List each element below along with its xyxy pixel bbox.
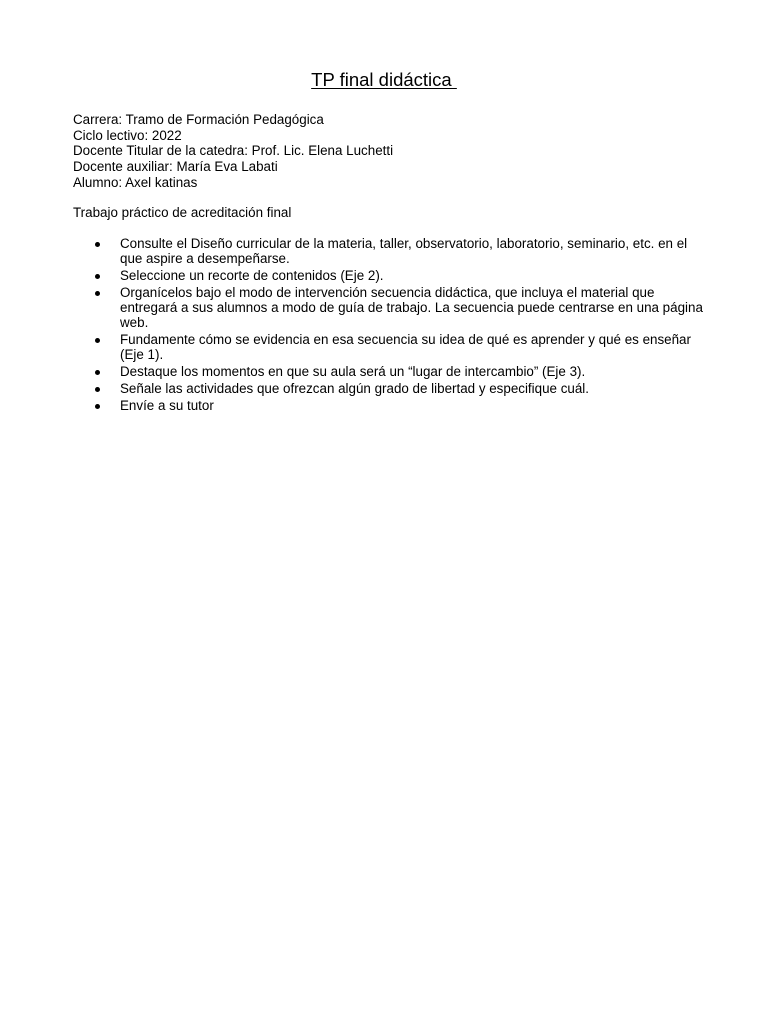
lead-teacher-line: Docente Titular de la catedra: Prof. Lic. Elena Luchetti — [73, 143, 394, 159]
assistant-teacher-line: Docente auxiliar: María Eva Labati — [73, 159, 278, 175]
list-item-text: Señale las actividades que ofrezcan algún grado de libertad y especifique cuál. — [120, 381, 589, 397]
list-item-text: Destaque los momentos en que su aula será un “lugar de intercambio” (Eje 3). — [120, 363, 586, 379]
list-item — [73, 399, 713, 414]
assignment-subtitle: Trabajo práctico de acreditación final — [73, 205, 292, 220]
list-item-text: Fundamente cómo se evidencia en esa secuencia su idea de qué es aprender y qué es enseñar (Eje 1). — [120, 331, 691, 362]
list-item-text: Seleccione un recorte de contenidos (Eje 2). — [120, 267, 384, 283]
bullet-icon — [95, 370, 100, 375]
list-item — [73, 365, 713, 380]
list-item-text: Organícelos bajo el modo de intervención secuencia didáctica, que incluya el material que entregará a sus alumnos a modo de guía de trabajo. La secuencia puede centrarse en una página web. — [120, 285, 703, 330]
instructions-list — [73, 237, 713, 417]
document-title — [0, 69, 768, 91]
list-item-text: Consulte el Diseño curricular de la materia, taller, observatorio, laboratorio, seminario, etc. en el que aspire a desempeñarse. — [120, 236, 688, 266]
bullet-icon — [95, 404, 100, 409]
school-year-line: Ciclo lectivo: 2022 — [73, 127, 182, 143]
career-line: Carrera: Tramo de Formación Pedagógica — [73, 112, 324, 127]
document-title-text: TP final didáctica — [311, 69, 457, 90]
course-info — [73, 112, 713, 191]
bullet-icon — [95, 274, 100, 279]
list-item — [73, 269, 713, 284]
list-item — [73, 237, 713, 267]
bullet-icon — [95, 387, 100, 392]
bullet-icon — [95, 338, 100, 343]
list-item — [73, 382, 713, 397]
list-item-text: Envíe a su tutor — [120, 398, 214, 414]
student-line: Alumno: Axel katinas — [73, 174, 198, 190]
list-item — [73, 333, 713, 363]
list-item — [73, 286, 713, 330]
bullet-icon — [95, 291, 100, 296]
bullet-icon — [95, 242, 100, 247]
